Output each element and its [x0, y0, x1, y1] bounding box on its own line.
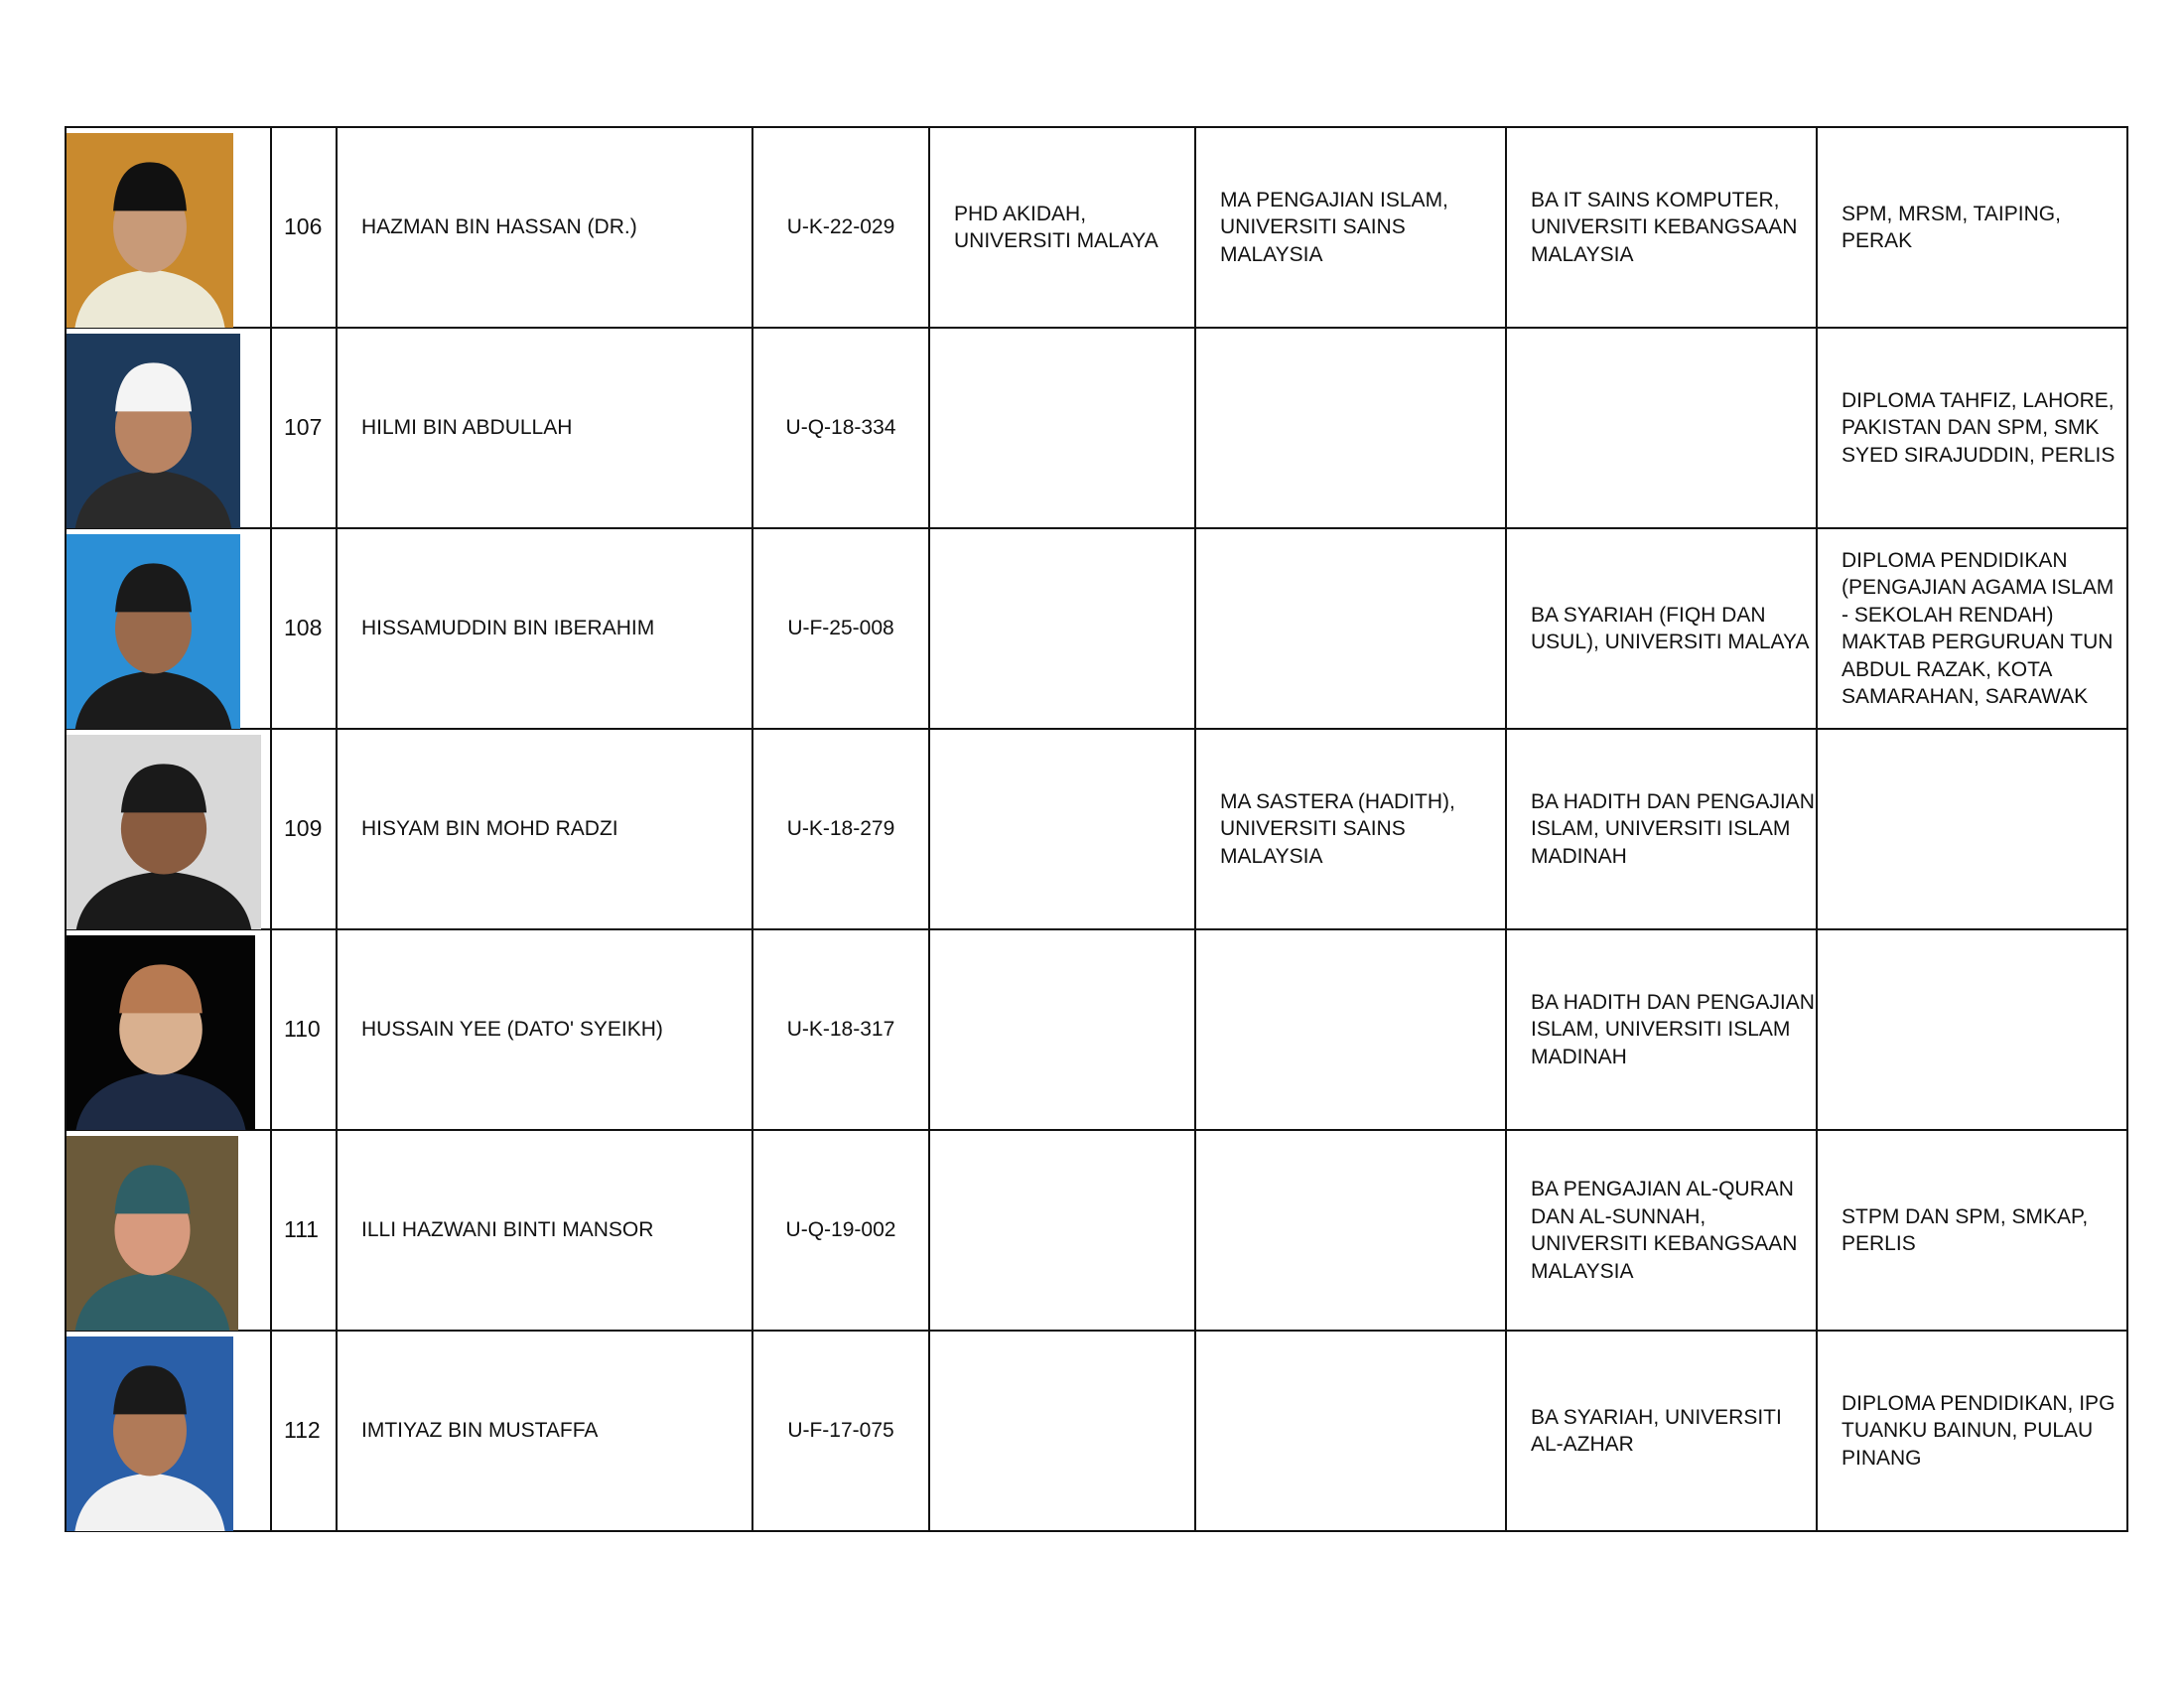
phd-cell [929, 929, 1195, 1130]
table-row [66, 328, 2127, 528]
name-cell: HUSSAIN YEE (DATO' SYEIKH) [337, 929, 752, 1130]
registration-number: U-F-17-075 [752, 1331, 929, 1531]
row-number: 111 [271, 1130, 337, 1331]
degree-cell: BA SYARIAH, UNIVERSITI AL-AZHAR [1506, 1331, 1817, 1531]
profile-photo [67, 534, 240, 729]
degree-cell: BA PENGAJIAN AL-QURAN DAN AL-SUNNAH, UNIVERSITI KEBANGSAAN MALAYSIA [1506, 1130, 1817, 1331]
degree-cell: BA SYARIAH (FIQH DAN USUL), UNIVERSITI MALAYA [1506, 528, 1817, 729]
row-number: 112 [271, 1331, 337, 1531]
photo-cell [66, 528, 271, 729]
masters-cell [1195, 929, 1506, 1130]
degree-cell: BA HADITH DAN PENGAJIAN ISLAM, UNIVERSITI ISLAM MADINAH [1506, 929, 1817, 1130]
other-qualification-cell [1817, 729, 2127, 929]
photo-cell [66, 328, 271, 528]
name-cell: IMTIYAZ BIN MUSTAFFA [337, 1331, 752, 1531]
table-row [66, 729, 2127, 929]
other-qualification-cell: DIPLOMA TAHFIZ, LAHORE, PAKISTAN DAN SPM, SMK SYED SIRAJUDDIN, PERLIS [1817, 328, 2127, 528]
name-cell: HILMI BIN ABDULLAH [337, 328, 752, 528]
phd-cell [929, 528, 1195, 729]
profile-photo [67, 935, 255, 1130]
masters-cell [1195, 328, 1506, 528]
table-row [66, 1130, 2127, 1331]
registration-number: U-F-25-008 [752, 528, 929, 729]
degree-cell: BA IT SAINS KOMPUTER, UNIVERSITI KEBANGSAAN MALAYSIA [1506, 127, 1817, 328]
name-cell: HISYAM BIN MOHD RADZI [337, 729, 752, 929]
masters-cell: MA PENGAJIAN ISLAM, UNIVERSITI SAINS MALAYSIA [1195, 127, 1506, 328]
other-qualification-cell [1817, 929, 2127, 1130]
photo-cell [66, 929, 271, 1130]
registration-number: U-Q-18-334 [752, 328, 929, 528]
phd-cell [929, 328, 1195, 528]
other-qualification-cell: DIPLOMA PENDIDIKAN, IPG TUANKU BAINUN, PULAU PINANG [1817, 1331, 2127, 1531]
phd-cell [929, 1331, 1195, 1531]
row-number: 107 [271, 328, 337, 528]
photo-cell [66, 127, 271, 328]
photo-cell [66, 729, 271, 929]
photo-cell [66, 1130, 271, 1331]
row-number: 110 [271, 929, 337, 1130]
row-number: 109 [271, 729, 337, 929]
registration-number: U-K-22-029 [752, 127, 929, 328]
photo-cell [66, 1331, 271, 1531]
profile-photo [67, 1336, 233, 1531]
phd-cell: PHD AKIDAH, UNIVERSITI MALAYA [929, 127, 1195, 328]
row-number: 106 [271, 127, 337, 328]
name-cell: ILLI HAZWANI BINTI MANSOR [337, 1130, 752, 1331]
phd-cell [929, 1130, 1195, 1331]
registration-number: U-K-18-279 [752, 729, 929, 929]
degree-cell: BA HADITH DAN PENGAJIAN ISLAM, UNIVERSITI ISLAM MADINAH [1506, 729, 1817, 929]
masters-cell: MA SASTERA (HADITH), UNIVERSITI SAINS MALAYSIA [1195, 729, 1506, 929]
table-row [66, 929, 2127, 1130]
masters-cell [1195, 1331, 1506, 1531]
profile-photo [67, 334, 240, 528]
profile-photo [67, 735, 261, 929]
registration-number: U-K-18-317 [752, 929, 929, 1130]
table-row [66, 127, 2127, 328]
row-number: 108 [271, 528, 337, 729]
name-cell: HAZMAN BIN HASSAN (DR.) [337, 127, 752, 328]
degree-cell [1506, 328, 1817, 528]
lecturer-table [65, 126, 2128, 1532]
registration-number: U-Q-19-002 [752, 1130, 929, 1331]
table-row [66, 1331, 2127, 1531]
profile-photo [67, 1136, 238, 1331]
table-row [66, 528, 2127, 729]
name-cell: HISSAMUDDIN BIN IBERAHIM [337, 528, 752, 729]
profile-photo [67, 133, 233, 328]
masters-cell [1195, 528, 1506, 729]
other-qualification-cell: DIPLOMA PENDIDIKAN (PENGAJIAN AGAMA ISLAM - SEKOLAH RENDAH) MAKTAB PERGURUAN TUN ABDUL RAZAK, KOTA SAMARAHAN, SARAWAK [1817, 528, 2127, 729]
masters-cell [1195, 1130, 1506, 1331]
other-qualification-cell: SPM, MRSM, TAIPING, PERAK [1817, 127, 2127, 328]
other-qualification-cell: STPM DAN SPM, SMKAP, PERLIS [1817, 1130, 2127, 1331]
phd-cell [929, 729, 1195, 929]
